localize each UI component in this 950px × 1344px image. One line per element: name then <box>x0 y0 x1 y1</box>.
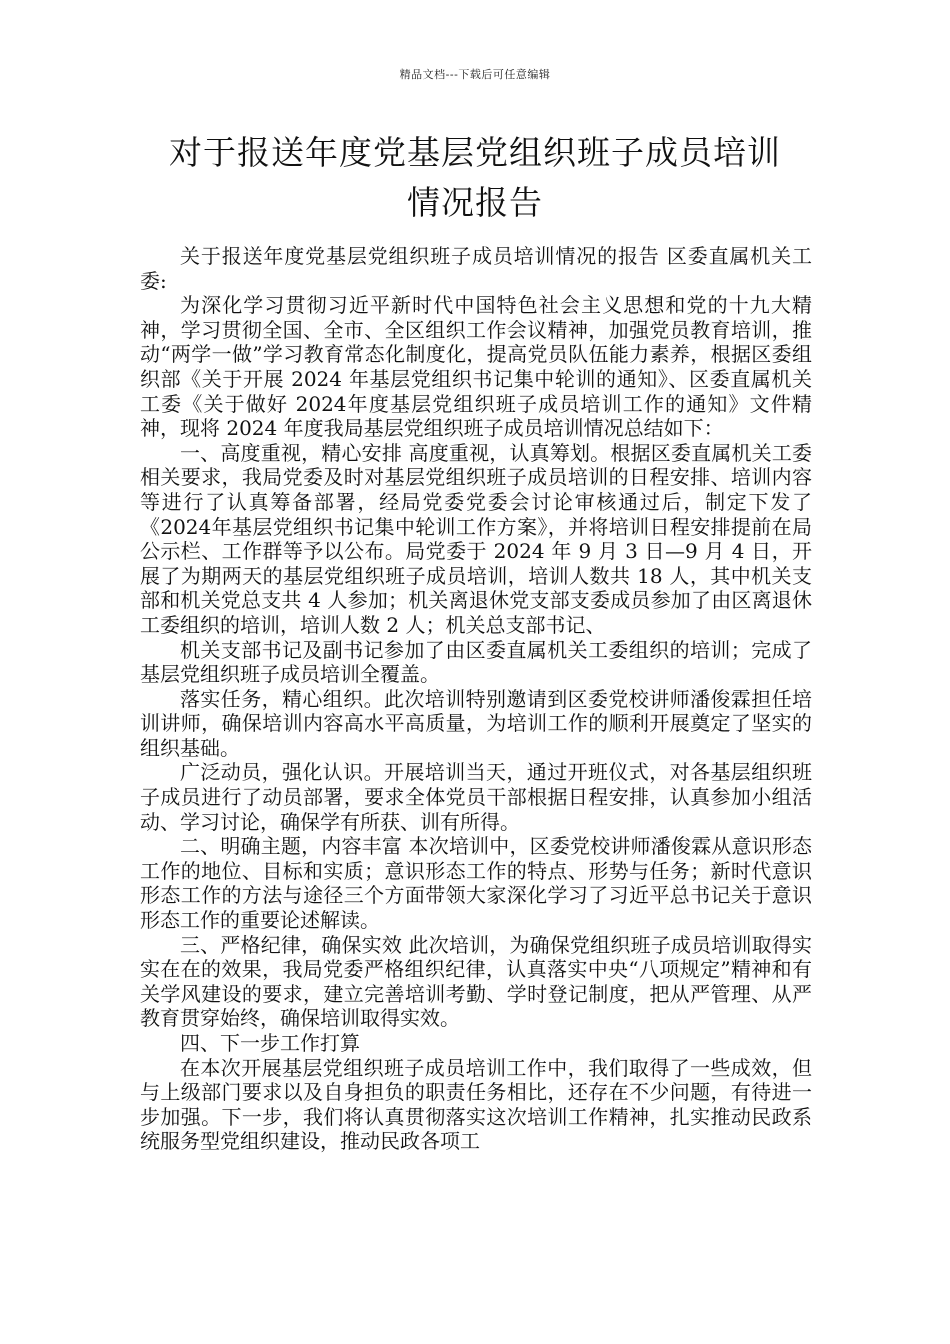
document-title <box>130 128 820 228</box>
paragraph-implementation: 落实任务，精心组织。此次培训特别邀请到区委党校讲师潘俊霖担任培训讲师，确保培训内容高水平高质量，为培训工作的顺利开展奠定了坚实的组织基础。 <box>140 686 812 760</box>
document-title-line-1: 对于报送年度党基层党组织班子成员培训 <box>169 133 781 172</box>
document-title-line-2: 情况报告 <box>407 183 543 222</box>
paragraph-intro: 为深化学习贯彻习近平新时代中国特色社会主义思想和党的十九大精神，学习贯彻全国、全市、全区组织工作会议精神，加强党员教育培训，推动“两学一做”学习教育常态化制度化，提高党员队伍能力素养，根据区委组织部《关于开展 2024 年基层党组织书记集中轮训的通知》、区委直属机关工委《关于做好 2024年度基层党组织班子成员培训工作的通知》文件精神，现将 2024 年度我局基层党组织班子成员培训情况总结如下： <box>140 293 812 441</box>
paragraph-section-2: 二、明确主题，内容丰富 本次培训中，区委党校讲师潘俊霖从意识形态工作的地位、目标和实质；意识形态工作的特点、形势与任务；新时代意识形态工作的方法与途径三个方面带领大家深化学习了习近平总书记关于意识形态工作的重要论述解读。 <box>140 834 812 933</box>
paragraph-section-4-heading: 四、下一步工作打算 <box>180 1031 360 1055</box>
paragraph-section-4: 在本次开展基层党组织班子成员培训工作中，我们取得了一些成效，但与上级部门要求以及自身担负的职责任务相比，还存在不少问题，有待进一步加强。下一步，我们将认真贯彻落实这次培训工作精神，扎实推动民政系统服务型党组织建设，推动民政各项工 <box>140 1055 812 1154</box>
page-header: 精品文档---下载后可任意编辑 <box>399 68 551 81</box>
paragraph-mobilization: 广泛动员，强化认识。开展培训当天，通过开班仪式，对各基层组织班子成员进行了动员部署，要求全体党员干部根据日程安排，认真参加小组活动、学习讨论，确保学有所获、训有所得。 <box>140 760 812 834</box>
paragraph-section-3: 三、严格纪律，确保实效 此次培训，为确保党组织班子成员培训取得实实在在的效果，我局党委严格组织纪律，认真落实中央“八项规定”精神和有关学风建设的要求，建立完善培训考勤、学时登记制度，把从严管理、从严教育贯穿始终，确保培训取得实效。 <box>140 932 812 1031</box>
paragraph-salutation: 关于报送年度党基层党组织班子成员培训情况的报告 区委直属机关工委: <box>140 244 812 293</box>
document-body <box>140 244 812 1154</box>
paragraph-section-1: 一、高度重视，精心安排 高度重视，认真筹划。根据区委直属机关工委相关要求，我局党委及时对基层党组织班子成员培训的日程安排、培训内容等进行了认真筹备部署，经局党委党委会讨论审核通过后，制定下发了《2024年基层党组织书记集中轮训工作方案》，并将培训日程安排提前在局公示栏、工作群等予以公布。局党委于 2024 年 9 月 3 日—9 月 4 日，开展了为期两天的基层党组织班子成员培训，培训人数共 18 人，其中机关支部和机关党总支共 4 人参加；机关离退休党支部支委成员参加了由区离退休工委组织的培训，培训人数 2 人；机关总支部书记、 <box>140 440 812 637</box>
paragraph-section-1-continued: 机关支部书记及副书记参加了由区委直属机关工委组织的培训；完成了基层党组织班子成员培训全覆盖。 <box>140 637 812 687</box>
